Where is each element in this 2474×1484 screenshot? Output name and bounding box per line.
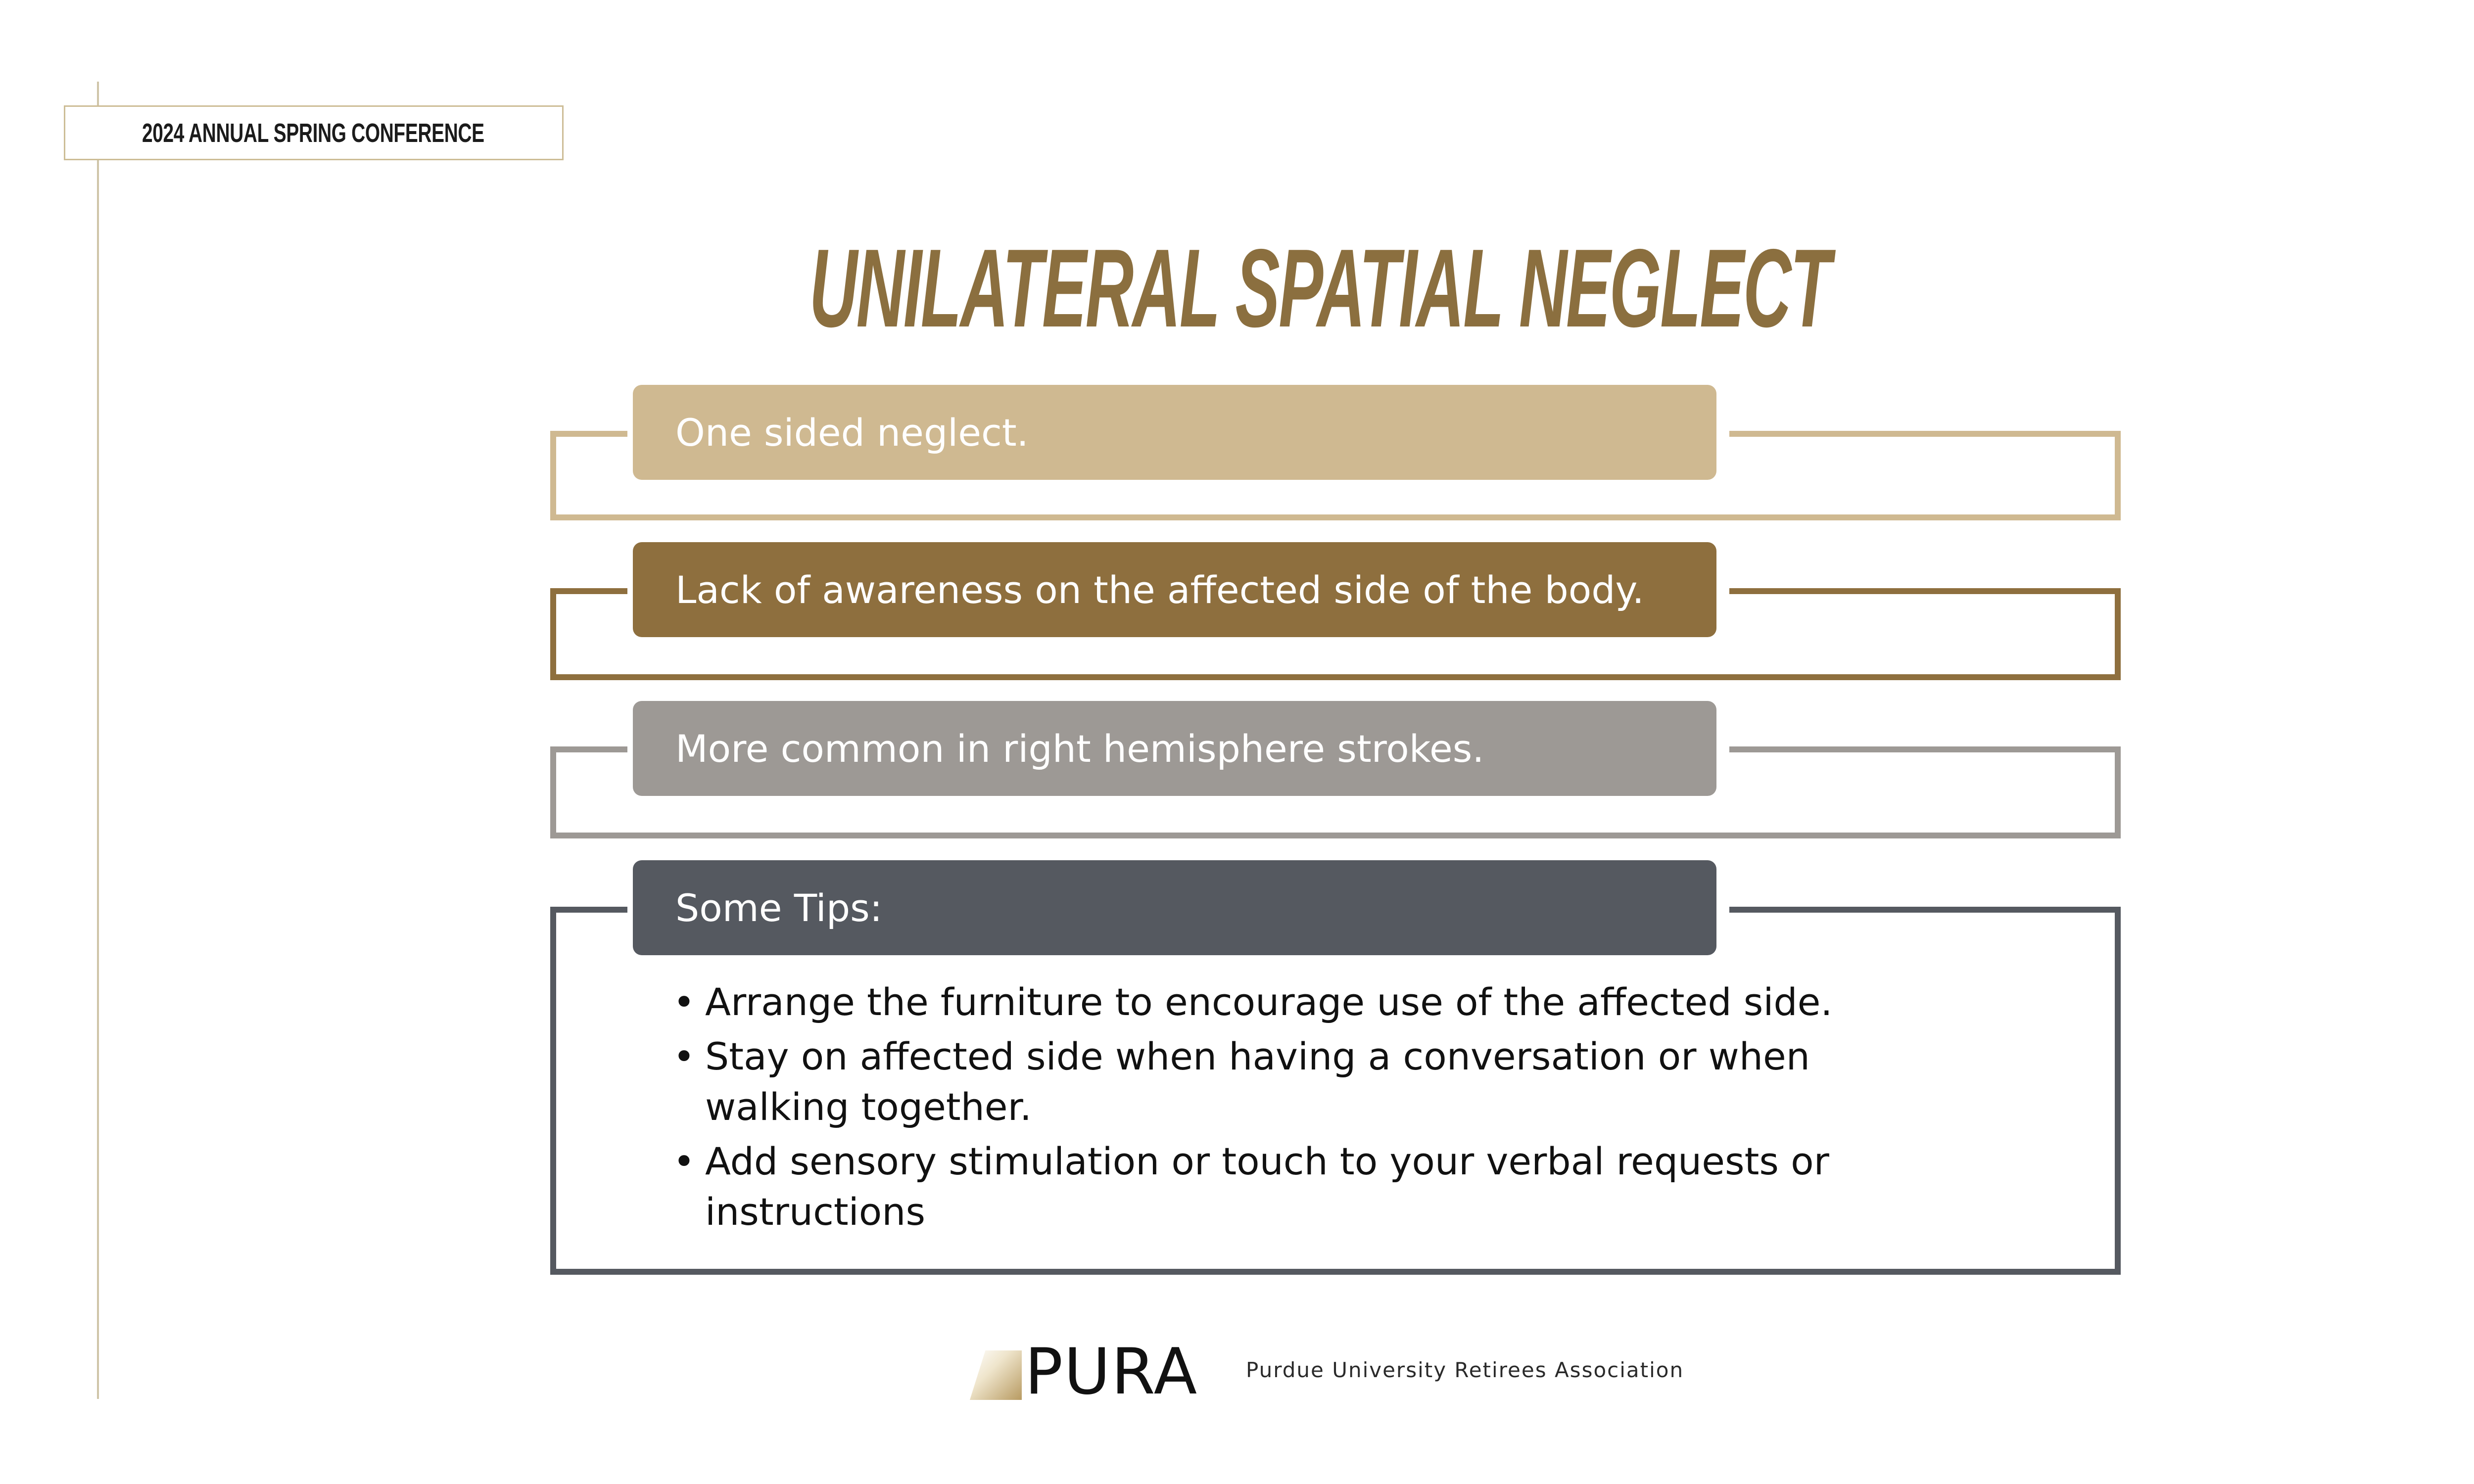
tips-list	[673, 977, 1959, 1241]
conference-label: 2024 ANNUAL SPRING CONFERENCE	[142, 118, 484, 148]
logo-wordmark: PURA	[1025, 1335, 1198, 1409]
item-2-label: Lack of awareness on the affected side of the body.	[675, 567, 1644, 612]
item-4-pill	[633, 860, 1716, 955]
item-3-pill	[633, 701, 1716, 796]
organization-name: Purdue University Retirees Association	[1246, 1358, 1684, 1382]
bullet-icon: •	[673, 980, 695, 1024]
list-item	[673, 977, 1959, 1027]
logo-mark-icon	[970, 1350, 1022, 1400]
bullet-icon: •	[673, 1034, 695, 1078]
tip-text: Arrange the furniture to encourage use of the affected side.	[705, 980, 1833, 1024]
item-3-label: More common in right hemisphere strokes.	[675, 726, 1484, 771]
list-item	[673, 1031, 1959, 1132]
pura-logo	[970, 1335, 1198, 1409]
slide-title-text: UNILATERAL SPATIAL NEGLECT	[809, 226, 1830, 350]
item-2-pill	[633, 542, 1716, 637]
item-4-label: Some Tips:	[675, 885, 883, 930]
item-1-pill	[633, 385, 1716, 480]
item-1-label: One sided neglect.	[675, 410, 1029, 455]
list-item	[673, 1136, 1959, 1237]
bullet-icon: •	[673, 1139, 695, 1183]
tip-text: Add sensory stimulation or touch to your verbal requests or instructions	[705, 1139, 1829, 1234]
tip-text: Stay on affected side when having a conversation or when walking together.	[705, 1034, 1810, 1129]
